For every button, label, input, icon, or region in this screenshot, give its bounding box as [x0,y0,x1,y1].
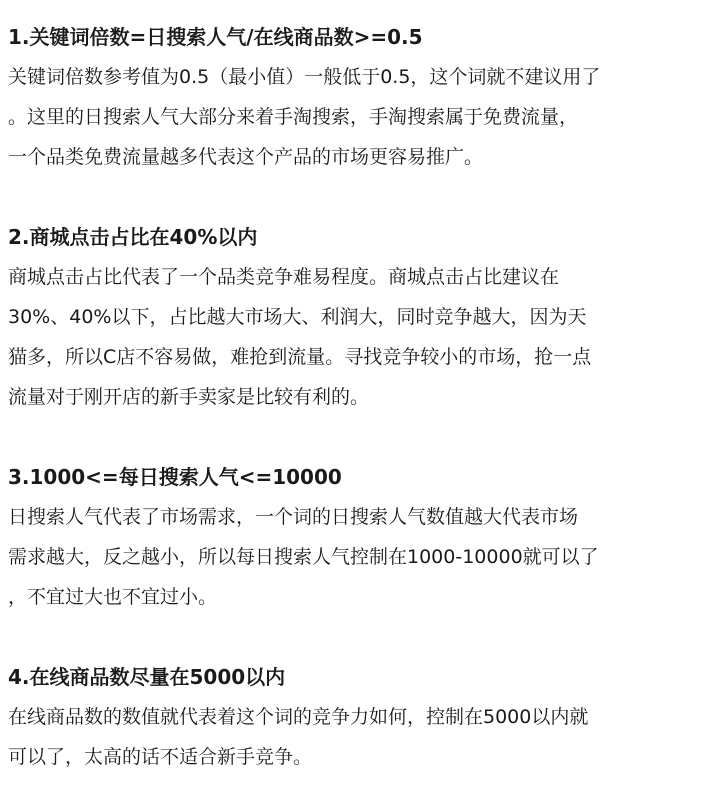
section-3-line-1: 日搜索人气代表了市场需求，一个词的日搜索人气数值越大代表市场 [8,506,579,528]
section-4-title: 4.在线商品数尽量在5000以内 [8,665,286,689]
section-2-line-1: 商城点击占比代表了一个品类竞争难易程度。商城点击占比建议在 [8,266,560,288]
section-3-line-2: 需求越大，反之越小，所以每日搜索人气控制在1000-10000就可以了 [8,546,599,568]
section-1-title: 1.关键词倍数=日搜索人气/在线商品数>=0.5 [8,25,423,49]
section-1-line-3: 一个品类免费流量越多代表这个产品的市场更容易推广。 [8,146,484,168]
section-1-line-1: 关键词倍数参考值为0.5（最小值）一般低于0.5，这个词就不建议用了 [8,66,601,88]
section-2-line-3: 猫多，所以C店不容易做，难抢到流量。寻找竞争较小的市场，抢一点 [8,346,592,368]
section-3-line-3: ，不宜过大也不宜过小。 [8,586,218,608]
section-2-line-2: 30%、40%以下，占比越大市场大、利润大，同时竞争越大，因为天 [8,306,587,328]
section-4-line-2: 可以了，太高的话不适合新手竞争。 [8,746,313,768]
section-3-title: 3.1000<=每日搜索人气<=10000 [8,465,342,489]
section-2-title: 2.商城点击占比在40%以内 [8,225,258,249]
section-1-line-2: 。这里的日搜索人气大部分来着手淘搜索，手淘搜索属于免费流量， [8,106,579,128]
section-2-line-4: 流量对于刚开店的新手卖家是比较有利的。 [8,386,370,408]
section-4-line-1: 在线商品数的数值就代表着这个词的竞争力如何，控制在5000以内就 [8,706,589,728]
